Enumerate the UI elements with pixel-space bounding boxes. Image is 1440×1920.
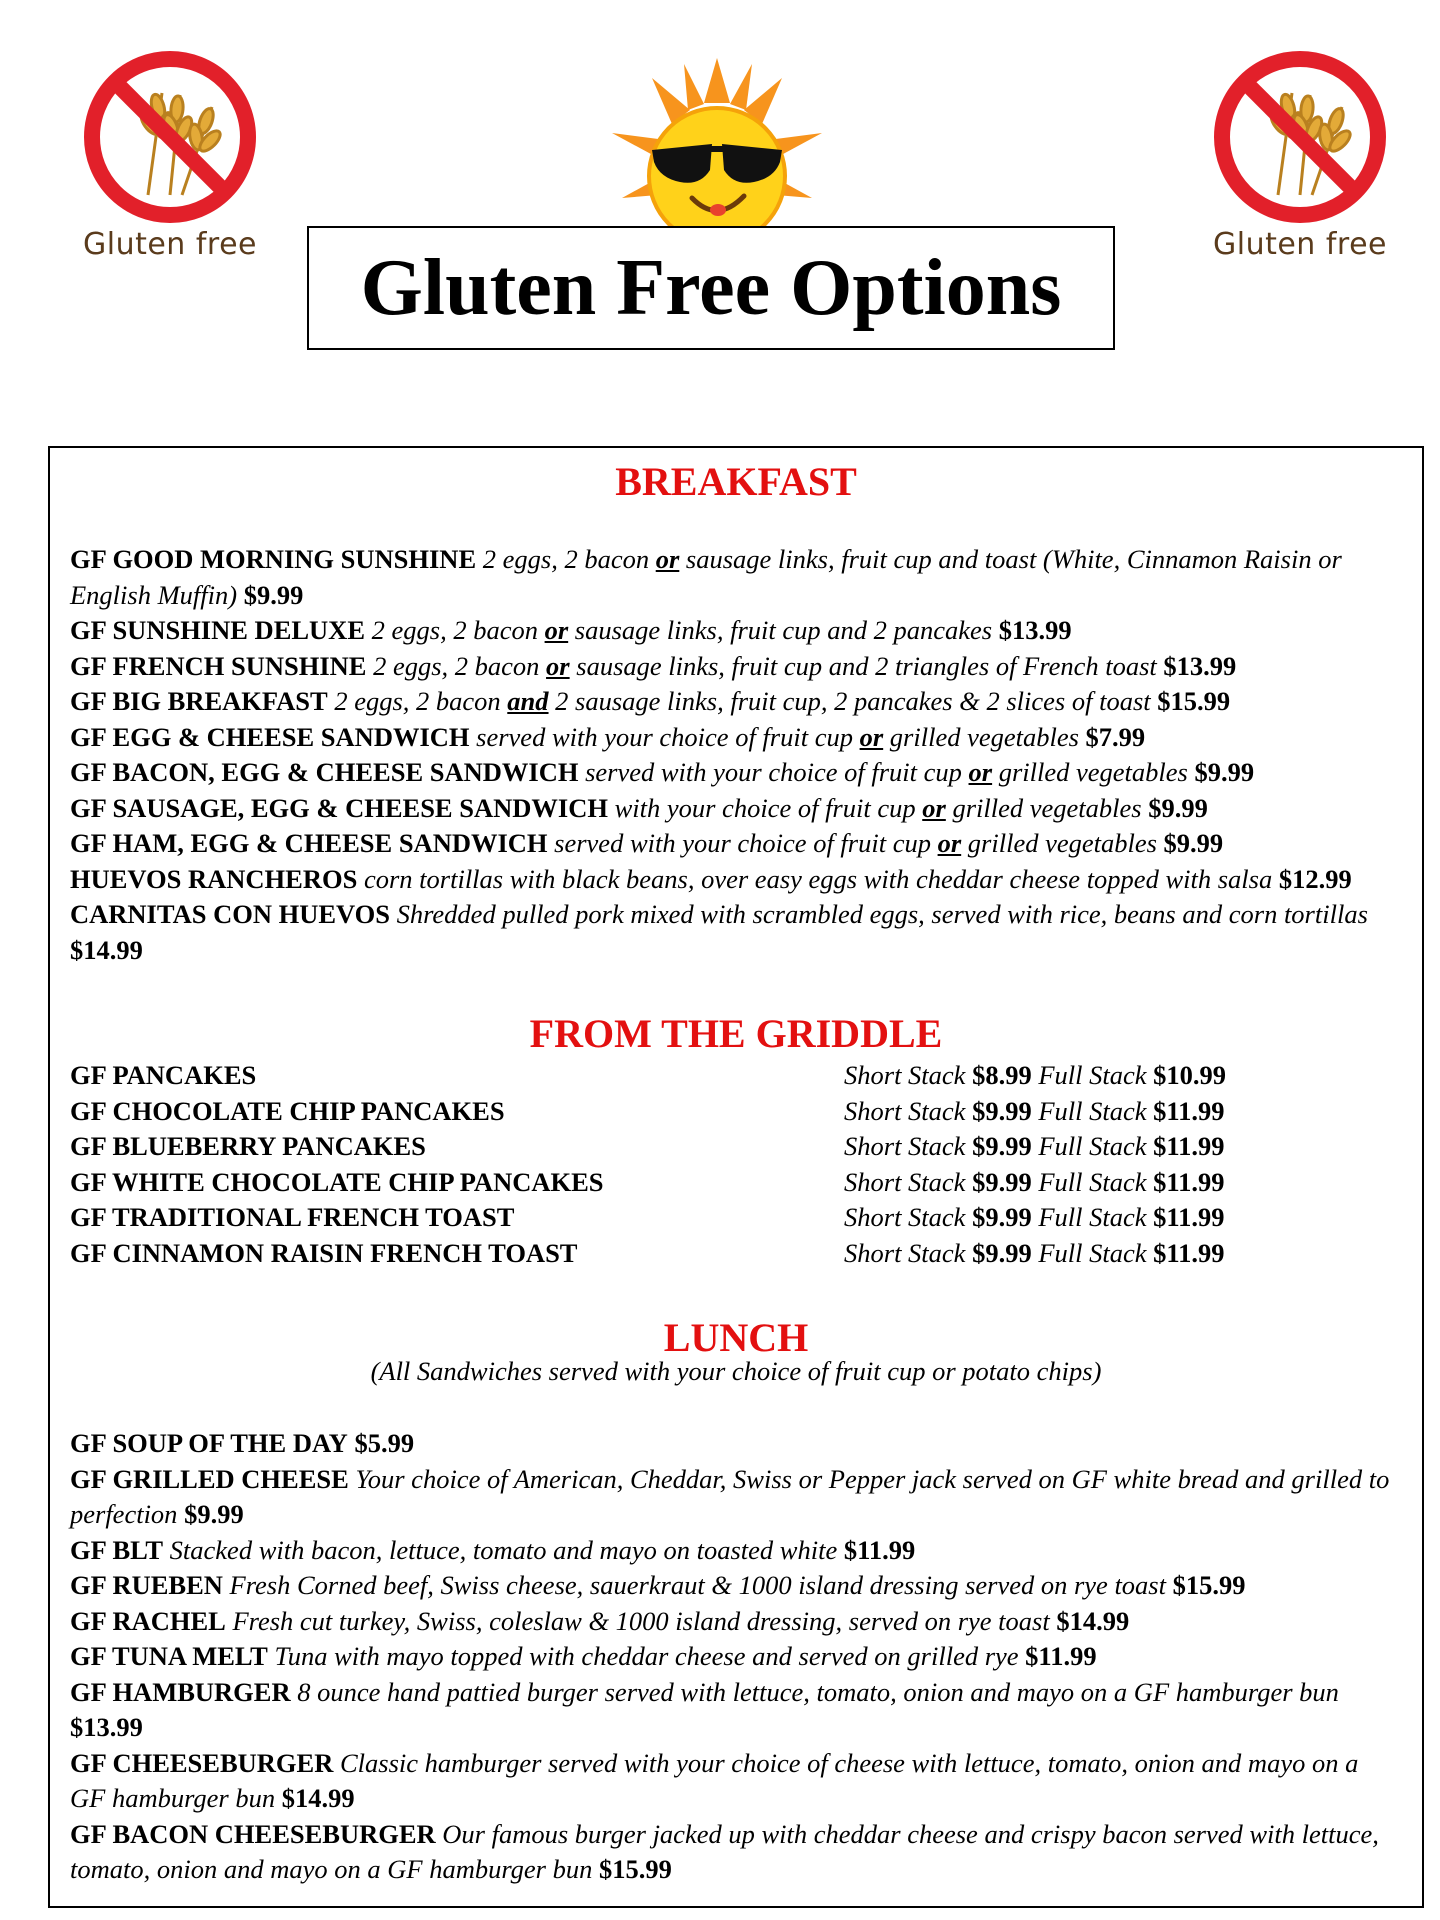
item-name: CARNITAS CON HUEVOS: [70, 899, 390, 929]
full-stack-label: Full Stack: [1038, 1060, 1147, 1090]
item-price: $13.99: [70, 1712, 143, 1742]
short-stack-price: $8.99: [972, 1060, 1032, 1090]
short-stack-price: $9.99: [972, 1237, 1032, 1268]
item-name: GF BLUEBERRY PANCAKES: [70, 1131, 426, 1161]
menu-item: [70, 791, 1400, 827]
menu-item: [70, 862, 1400, 898]
menu-item: [70, 1533, 1400, 1569]
griddle-row: [70, 1200, 1400, 1236]
full-stack-label: Full Stack: [1038, 1166, 1147, 1197]
griddle-row: [70, 1165, 1400, 1201]
full-stack-price: $11.99: [1153, 1166, 1225, 1197]
menu-item: [70, 755, 1400, 791]
item-description: Your choice of American, Cheddar, Swiss or Pepper jack served on GF white bread and grilled to perfection: [70, 1463, 1390, 1529]
menu-item: [70, 1462, 1400, 1533]
item-name: GF FRENCH SUNSHINE: [70, 650, 367, 681]
item-description: Shredded pulled pork mixed with scrambled eggs, served with rice, beans and corn tortillas: [396, 899, 1368, 929]
full-stack-price: $10.99: [1153, 1060, 1226, 1090]
item-conjunction: or: [937, 828, 962, 858]
short-stack-price: $9.99: [972, 1131, 1032, 1161]
item-name: GF CHOCOLATE CHIP PANCAKES: [70, 1095, 505, 1126]
lunch-list: [70, 1426, 1400, 1888]
item-conjunction: or: [859, 721, 884, 752]
short-stack-label: Short Stack: [844, 1095, 966, 1126]
item-price: $15.99: [599, 1854, 672, 1884]
item-name: GF CHEESEBURGER: [70, 1747, 334, 1778]
griddle-row: [70, 1129, 1400, 1165]
menu-item: [70, 1817, 1400, 1888]
item-description: grilled vegetables: [945, 792, 1142, 823]
item-description: 2 sausage links, fruit cup, 2 pancakes & 2 slices of toast: [548, 686, 1151, 716]
item-price: $9.99: [243, 579, 304, 610]
item-name: GF SUNSHINE DELUXE: [70, 615, 365, 645]
griddle-row: [70, 1058, 1400, 1094]
breakfast-list: [70, 542, 1400, 968]
menu-item: [70, 897, 1400, 968]
section-title-breakfast: BREAKFAST: [615, 459, 857, 504]
item-description: Fresh cut turkey, Swiss, coleslaw & 1000 island dressing, served on rye toast: [232, 1605, 1050, 1636]
item-description: grilled vegetables: [961, 828, 1157, 858]
menu-item: [70, 1746, 1400, 1817]
item-name: GF EGG & CHEESE SANDWICH: [70, 721, 470, 752]
item-name: GF RACHEL: [70, 1605, 226, 1636]
short-stack-price: $9.99: [972, 1166, 1032, 1197]
menu-item: [70, 1604, 1400, 1640]
short-stack-label: Short Stack: [844, 1202, 966, 1232]
item-name: GF BACON, EGG & CHEESE SANDWICH: [70, 757, 579, 787]
full-stack-price: $11.99: [1153, 1202, 1225, 1232]
item-name: GF GOOD MORNING SUNSHINE: [70, 544, 477, 574]
full-stack-price: $11.99: [1153, 1095, 1225, 1126]
item-description: 8 ounce hand pattied burger served with lettuce, tomato, onion and mayo on a GF hamburger bun: [297, 1676, 1339, 1707]
item-description: served with your choice of fruit cup: [554, 828, 938, 858]
item-prices: [844, 1129, 1225, 1165]
full-stack-label: Full Stack: [1038, 1237, 1147, 1268]
item-description: 2 eggs, 2 bacon: [334, 686, 508, 716]
menu-item: [70, 1675, 1400, 1746]
gluten-free-caption: Gluten free: [1212, 227, 1387, 262]
item-name: GF TRADITIONAL FRENCH TOAST: [70, 1202, 515, 1232]
griddle-list: [70, 1058, 1400, 1271]
item-name: GF BACON CHEESEBURGER: [70, 1818, 436, 1849]
menu-item: [70, 649, 1400, 685]
item-prices: [844, 1236, 1225, 1272]
menu-item: [70, 720, 1400, 756]
item-description: 2 eggs, 2 bacon: [373, 650, 547, 681]
menu-item: [70, 542, 1400, 613]
item-conjunction: or: [655, 544, 680, 574]
section-title-lunch: LUNCH: [663, 1315, 809, 1360]
full-stack-label: Full Stack: [1038, 1095, 1147, 1126]
item-description: Stacked with bacon, lettuce, tomato and mayo on toasted white: [169, 1534, 838, 1565]
item-description: Classic hamburger served with your choice of cheese with lettuce, tomato, onion and mayo on a GF hamburger bun: [70, 1747, 1359, 1813]
item-price: $12.99: [1278, 863, 1352, 894]
griddle-row: [70, 1236, 1400, 1272]
item-description: Fresh Corned beef, Swiss cheese, sauerkraut & 1000 island dressing served on rye toast: [229, 1570, 1166, 1600]
page-title-box: [307, 226, 1115, 350]
item-description: 2 eggs, 2 bacon: [371, 615, 545, 645]
item-name: GF PANCAKES: [70, 1060, 257, 1090]
item-name: GF BIG BREAKFAST: [70, 686, 328, 716]
menu-item: [70, 1639, 1400, 1675]
item-conjunction: and: [507, 686, 549, 716]
item-description: served with your choice of fruit cup: [585, 757, 969, 787]
lunch-note: (All Sandwiches served with your choice of fruit cup or potato chips): [370, 1356, 1102, 1386]
item-price: $13.99: [998, 615, 1072, 645]
item-name: GF HAMBURGER: [70, 1676, 291, 1707]
menu-item: [70, 1568, 1400, 1604]
item-description: with your choice of fruit cup: [614, 792, 923, 823]
short-stack-label: Short Stack: [844, 1060, 966, 1090]
section-title-griddle: FROM THE GRIDDLE: [529, 1011, 943, 1056]
item-description: Our famous burger jacked up with cheddar cheese and crispy bacon served with lettuce, tomato, onion and mayo on a GF hamburger bun: [70, 1818, 1379, 1884]
item-description: sausage links, fruit cup and 2 pancakes: [568, 615, 993, 645]
item-description: sausage links, fruit cup and 2 triangles of French toast: [569, 650, 1157, 681]
item-prices: [844, 1094, 1225, 1130]
full-stack-price: $11.99: [1153, 1237, 1225, 1268]
item-description: grilled vegetables: [883, 721, 1079, 752]
item-name: GF SOUP OF THE DAY: [70, 1428, 348, 1458]
item-prices: [844, 1200, 1225, 1236]
item-description: grilled vegetables: [992, 757, 1188, 787]
menu-item: [70, 613, 1400, 649]
short-stack-label: Short Stack: [844, 1166, 966, 1197]
item-name: GF HAM, EGG & CHEESE SANDWICH: [70, 828, 548, 858]
menu-item: [70, 684, 1400, 720]
menu-panel: [48, 446, 1424, 1908]
item-description: corn tortillas with black beans, over easy eggs with cheddar cheese topped with salsa: [363, 863, 1273, 894]
gluten-free-badge-left: [70, 45, 270, 285]
item-price: $11.99: [1025, 1641, 1097, 1671]
menu-item: [70, 826, 1400, 862]
item-price: $15.99: [1157, 686, 1231, 716]
item-conjunction: or: [968, 757, 993, 787]
item-name: GF RUEBEN: [70, 1570, 223, 1600]
item-name: GF TUNA MELT: [70, 1641, 268, 1671]
item-price: $9.99: [1148, 792, 1208, 823]
item-price: $5.99: [354, 1428, 415, 1458]
item-description: served with your choice of fruit cup: [476, 721, 860, 752]
item-price: $15.99: [1172, 1570, 1246, 1600]
item-name: HUEVOS RANCHEROS: [70, 863, 358, 894]
item-name: GF SAUSAGE, EGG & CHEESE SANDWICH: [70, 792, 608, 823]
short-stack-price: $9.99: [972, 1202, 1032, 1232]
item-name: GF CINNAMON RAISIN FRENCH TOAST: [70, 1237, 578, 1268]
item-price: $7.99: [1085, 721, 1146, 752]
item-name: GF BLT: [70, 1534, 164, 1565]
sun-sunglasses-icon: [592, 58, 842, 238]
item-name: GF GRILLED CHEESE: [70, 1463, 349, 1494]
item-prices: [844, 1165, 1225, 1201]
item-price: $9.99: [1163, 828, 1224, 858]
item-description: Tuna with mayo topped with cheddar cheese and served on grilled rye: [274, 1641, 1019, 1671]
full-stack-label: Full Stack: [1038, 1202, 1147, 1232]
full-stack-label: Full Stack: [1038, 1131, 1147, 1161]
item-price: $11.99: [843, 1534, 916, 1565]
griddle-row: [70, 1094, 1400, 1130]
item-conjunction: or: [544, 615, 569, 645]
item-price: $9.99: [1194, 757, 1255, 787]
item-price: $9.99: [184, 1499, 244, 1529]
item-price: $13.99: [1163, 650, 1237, 681]
item-prices: [844, 1058, 1226, 1094]
no-wheat-icon: [70, 45, 270, 225]
full-stack-price: $11.99: [1153, 1131, 1225, 1161]
no-wheat-icon: [1200, 45, 1400, 225]
item-price: $14.99: [1056, 1605, 1130, 1636]
item-description: 2 eggs, 2 bacon: [482, 544, 656, 574]
short-stack-label: Short Stack: [844, 1131, 966, 1161]
item-conjunction: or: [546, 650, 570, 681]
item-conjunction: or: [922, 792, 946, 823]
page-title: Gluten Free Options: [360, 243, 1062, 332]
item-description: sausage links, fruit cup and toast (White, Cinnamon Raisin or English Muffin): [70, 544, 1342, 610]
item-name: GF WHITE CHOCOLATE CHIP PANCAKES: [70, 1166, 604, 1197]
item-price: $14.99: [281, 1783, 355, 1813]
short-stack-label: Short Stack: [844, 1237, 966, 1268]
gluten-free-caption: Gluten free: [82, 227, 257, 262]
short-stack-price: $9.99: [972, 1095, 1032, 1126]
gluten-free-badge-right: [1200, 45, 1400, 285]
menu-item: [70, 1426, 1400, 1462]
item-price: $14.99: [70, 934, 143, 965]
